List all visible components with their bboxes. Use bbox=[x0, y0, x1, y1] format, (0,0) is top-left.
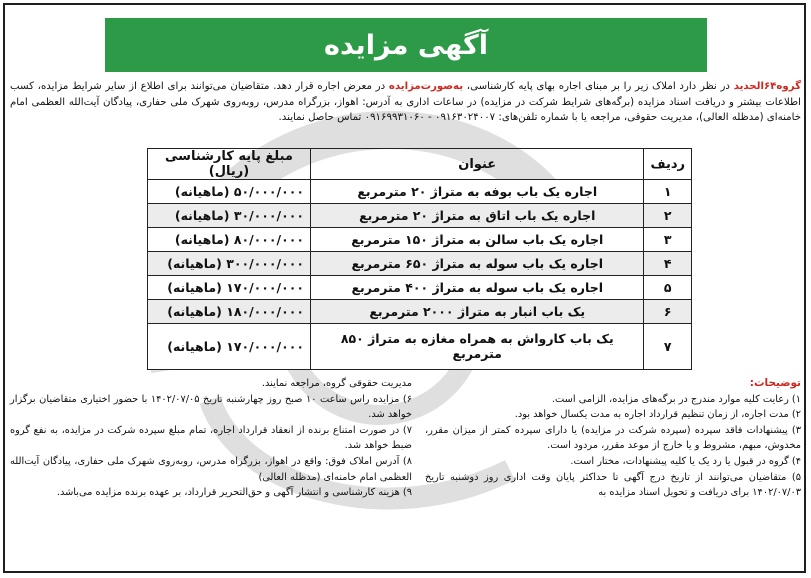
note-item: ۶) مزایده راس ساعت ۱۰ صبح روز چهارشنبه تاریخ ۱۴۰۲/۰۷/۰۵ با حضور اختیاری متقاضیان برگزار خواهد شد. bbox=[10, 393, 412, 421]
note-item: ۸) آدرس املاک فوق: واقع در اهواز، بزرگراه مدرس، روبه‌روی شهرک ملی حفاری، پیادگان آیت‌الله العظمی امام خامنه‌ای (مدظله العالی) bbox=[10, 455, 412, 483]
table-row bbox=[148, 180, 692, 204]
row-number: ۵ bbox=[644, 275, 692, 299]
table-header-row bbox=[148, 149, 692, 180]
header-price: مبلغ پایه کارشناسی (ریال) bbox=[148, 149, 311, 180]
row-price: ۱۷۰/۰۰۰/۰۰۰ (ماهیانه) bbox=[148, 323, 311, 369]
row-number: ۲ bbox=[644, 203, 692, 227]
row-price: ۱۸۰/۰۰۰/۰۰۰ (ماهیانه) bbox=[148, 299, 311, 323]
notes-title: توضیحات: bbox=[749, 377, 801, 389]
intro-text-1: در نظر دارد املاک زیر را بر مبنای اجاره بهای پایه کارشناسی، bbox=[463, 81, 734, 92]
note-item: ۴) گروه در قبول یا رد یک یا کلیه پیشنهادات، مختار است. bbox=[570, 455, 801, 467]
note-item: ۷) در صورت امتناع برنده از انعقاد قرارداد اجاره، تمام مبلغ سپرده شرکت در مزایده، به نفع گروه ضبط خواهد شد. bbox=[10, 424, 412, 452]
row-price: ۳۰۰/۰۰۰/۰۰۰ (ماهیانه) bbox=[148, 251, 311, 275]
notes-right-column bbox=[425, 376, 801, 501]
note-item: مدیریت حقوقی گروه، مراجعه نمایند. bbox=[261, 378, 412, 389]
row-price: ۸۰/۰۰۰/۰۰۰ (ماهیانه) bbox=[148, 227, 311, 251]
table-row bbox=[148, 251, 692, 275]
row-number: ۱ bbox=[644, 180, 692, 204]
row-title: اجاره یک باب بوفه به متراژ ۲۰ مترمربع bbox=[311, 180, 644, 204]
table-row bbox=[148, 323, 692, 369]
row-number: ۴ bbox=[644, 251, 692, 275]
table-row bbox=[148, 203, 692, 227]
lease-table bbox=[147, 148, 692, 370]
row-number: ۷ bbox=[644, 323, 692, 369]
row-title: اجاره یک باب اتاق به متراژ ۲۰ مترمربع bbox=[311, 203, 644, 227]
page-title: آگهی مزایده bbox=[105, 18, 707, 72]
intro-text-2: در معرض اجاره قرار دهد. متقاضیان می‌توانند برای اطلاع از سایر شرایط مزایده، کسب اطلاعات بیشتر و دریافت اسناد مزایده (برگه‌های شرایط شرکت در مزایده) در ساعات اداری به آدرس: اهواز، بزرگراه مدرس، روبه‌روی شهرک ملی حفاری، پیادگان آیت‌الله العظمی امام خامنه‌ای (مدظله العالی)، مدیریت حقوقی، مراجعه یا با شماره تلفن‌های: ۰۹۱۶۳۰۲۴۰۰۷ - ۰۹۱۶۹۹۳۱۰۶۰ تماس حاصل نمایند. bbox=[10, 81, 801, 123]
note-item: ۳) پیشنهادات فاقد سپرده (سپرده شرکت در مزایده) یا دارای سپرده کمتر از میزان مقرر، مخدوش، مبهم، مشروط و یا خارج از موعد مقرر، مردود است. bbox=[425, 424, 801, 452]
note-item: ۱) رعایت کلیه موارد مندرج در برگه‌های مزایده، الزامی است. bbox=[551, 393, 801, 405]
note-item: ۹) هزینه کارشناسی و انتشار آگهی و حق‌التحریر قرارداد، بر عهده برنده مزایده می‌باشد. bbox=[56, 487, 412, 499]
note-item: ۵) متقاضیان می‌توانند از تاریخ درج آگهی تا حداکثر پایان وقت اداری روز دوشنبه تاریخ ۱۴۰۲/۰۷/۰۳ برای دریافت و تحویل اسناد مزایده به bbox=[425, 471, 801, 499]
row-price: ۳۰/۰۰۰/۰۰۰ (ماهیانه) bbox=[148, 203, 311, 227]
row-price: ۱۷۰/۰۰۰/۰۰۰ (ماهیانه) bbox=[148, 275, 311, 299]
header-row-number: ردیف bbox=[644, 149, 692, 180]
org-name: گروه۶۴الحدید bbox=[733, 81, 801, 92]
notes-left-column bbox=[10, 376, 412, 501]
intro-paragraph bbox=[10, 79, 801, 126]
table-row bbox=[148, 299, 692, 323]
row-number: ۶ bbox=[644, 299, 692, 323]
row-title: اجاره یک باب سالن به متراژ ۱۵۰ مترمربع bbox=[311, 227, 644, 251]
row-number: ۳ bbox=[644, 227, 692, 251]
note-item: ۲) مدت اجاره، از زمان تنظیم قرارداد اجاره به مدت یکسال خواهد بود. bbox=[514, 409, 801, 421]
row-title: یک باب کارواش به همراه مغازه به متراژ ۸۵۰ مترمربع bbox=[311, 323, 644, 369]
row-title: اجاره یک باب سوله به متراژ ۴۰۰ مترمربع bbox=[311, 275, 644, 299]
header-title: عنوان bbox=[311, 149, 644, 180]
auction-mode: به‌صورت‌مزایده bbox=[388, 81, 464, 92]
row-price: ۵۰/۰۰۰/۰۰۰ (ماهیانه) bbox=[148, 180, 311, 204]
row-title: اجاره یک باب سوله به متراژ ۶۵۰ مترمربع bbox=[311, 251, 644, 275]
row-title: یک باب انبار به متراژ ۲۰۰۰ مترمربع bbox=[311, 299, 644, 323]
table-row bbox=[148, 275, 692, 299]
table-row bbox=[148, 227, 692, 251]
